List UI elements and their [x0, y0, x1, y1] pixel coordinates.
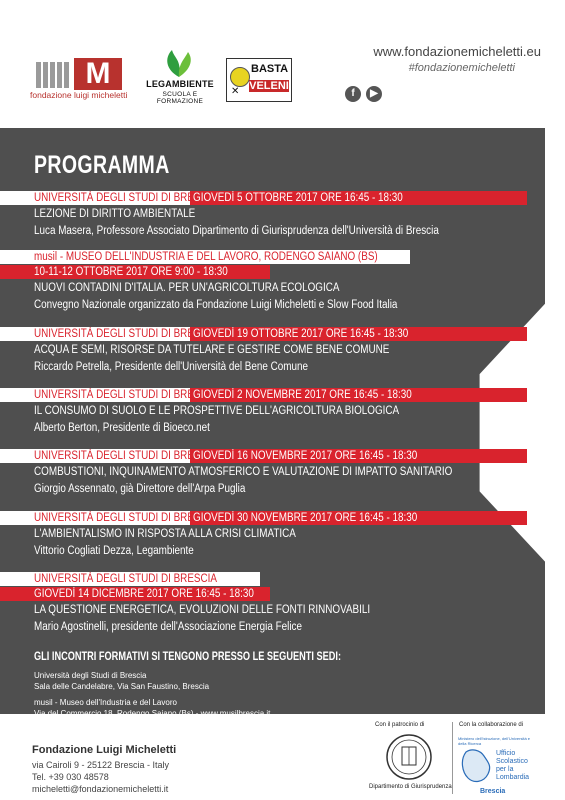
footer-divider	[452, 722, 453, 794]
event-date: GIOVEDÌ 30 NOVEMBRE 2017 ORE 16:45 - 18:30	[193, 512, 418, 524]
programma-title: PROGRAMMA	[34, 151, 170, 179]
event-speaker: Alberto Berton, Presidente di Bioeco.net	[34, 422, 210, 434]
footer-name: Fondazione Luigi Micheletti	[32, 744, 177, 756]
usr-city: Brescia	[480, 788, 506, 795]
event-speaker: Luca Masera, Professore Associato Dipartimento di Giurisprudenza dell'Università di Brescia	[34, 225, 439, 237]
sede-line: musil - Museo dell'Industria e del Lavoro	[34, 698, 177, 707]
legambiente-logo	[140, 48, 220, 104]
youtube-icon[interactable]: ▶	[366, 86, 382, 102]
event-venue: UNIVERSITÀ DEGLI STUDI DI BRESCIA	[34, 389, 218, 401]
event-venue: UNIVERSITÀ DEGLI STUDI DI BRESCIA	[34, 450, 218, 462]
facebook-icon[interactable]: f	[345, 86, 361, 102]
social-links	[345, 83, 387, 102]
crossbones-icon: ✕	[231, 86, 240, 97]
footer-address: via Cairoli 9 - 25122 Brescia - Italy	[32, 760, 170, 770]
event-date-bar	[0, 265, 270, 279]
event-venue: UNIVERSITÀ DEGLI STUDI DI BRESCIA	[34, 573, 218, 585]
micheletti-logo	[30, 58, 128, 102]
event-header-bar	[0, 511, 527, 525]
logo-bars	[36, 62, 71, 88]
event-topic: COMBUSTIONI, INQUINAMENTO ATMOSFERICO E VALUTAZIONE DI IMPATTO SANITARIO	[34, 466, 453, 478]
website-link[interactable]: www.fondazionemicheletti.eu	[373, 44, 541, 59]
smiley-icon	[230, 67, 250, 87]
lombardia-map-icon	[458, 736, 498, 788]
event-date: 10-11-12 OTTOBRE 2017 ORE 9:00 - 18:30	[34, 266, 228, 278]
event-header-bar	[0, 572, 260, 586]
event-speaker: Vittorio Cogliati Dezza, Legambiente	[34, 545, 194, 557]
event-header-bar	[0, 449, 527, 463]
legambiente-name: LEGAMBIENTE	[146, 79, 214, 89]
event-speaker: Convegno Nazionale organizzato da Fondazione Luigi Micheletti e Slow Food Italia	[34, 299, 398, 311]
sede-line: Università degli Studi di Brescia	[34, 671, 147, 680]
event-topic: LEZIONE DI DIRITTO AMBIENTALE	[34, 208, 196, 220]
event-date: GIOVEDÌ 19 OTTOBRE 2017 ORE 16:45 - 18:30	[193, 328, 409, 340]
event-venue: UNIVERSITÀ DEGLI STUDI DI BRESCIA	[34, 512, 218, 524]
hashtag: #fondazionemicheletti	[408, 62, 515, 74]
leaf-icon	[162, 48, 196, 78]
event-topic: LA QUESTIONE ENERGETICA, EVOLUZIONI DELLE FONTI RINNOVABILI	[34, 604, 371, 616]
event-date: GIOVEDÌ 14 DICEMBRE 2017 ORE 16:45 - 18:30	[34, 588, 254, 600]
event-venue: UNIVERSITÀ DEGLI STUDI DI BRESCIA	[34, 328, 218, 340]
footer-email[interactable]: micheletti@fondazionemicheletti.it	[32, 784, 169, 794]
event-date-bar	[0, 587, 270, 601]
event-topic: IL CONSUMO DI SUOLO E LE PROSPETTIVE DELL'AGRICOLTURA BIOLOGICA	[34, 405, 400, 417]
event-venue: musil - MUSEO DELL'INDUSTRIA E DEL LAVORO, RODENGO SAIANO (BS)	[34, 251, 378, 263]
event-venue: UNIVERSITÀ DEGLI STUDI DI BRESCIA	[34, 192, 218, 204]
logo-caption: fondazione luigi micheletti	[30, 90, 128, 100]
event-header-bar	[0, 250, 410, 264]
event-speaker: Riccardo Petrella, Presidente dell'Università del Bene Comune	[34, 361, 309, 373]
event-date: GIOVEDÌ 5 OTTOBRE 2017 ORE 16:45 - 18:30	[193, 192, 403, 204]
basta-text: BASTA	[251, 63, 289, 75]
event-topic: L'AMBIENTALISMO IN RISPOSTA ALLA CRISI CLIMATICA	[34, 528, 296, 540]
event-topic: NUOVI CONTADINI D'ITALIA. PER UN'AGRICOLTURA ECOLOGICA	[34, 282, 340, 294]
event-header-bar	[0, 191, 527, 205]
event-speaker: Giorgio Assennato, già Direttore dell'Arpa Puglia	[34, 483, 246, 495]
university-seal-icon	[380, 732, 438, 790]
event-header-bar	[0, 327, 527, 341]
event-date: GIOVEDÌ 2 NOVEMBRE 2017 ORE 16:45 - 18:30	[193, 389, 412, 401]
event-header-bar	[0, 388, 527, 402]
dipartimento-label: Dipartimento di Giurisprudenza	[369, 784, 452, 790]
logo-m-letter: M	[74, 58, 122, 90]
collaborazione-label: Con la collaborazione di	[459, 722, 524, 728]
patrocinio-label: Con il patrocinio di	[375, 722, 425, 728]
basta-veleni-logo	[226, 58, 292, 102]
veleni-text: VELENI	[249, 80, 289, 92]
event-speaker: Mario Agostinelli, presidente dell'Associazione Energia Felice	[34, 621, 302, 633]
footer-tel: Tel. +39 030 48578	[32, 772, 109, 782]
usr-text: Ufficio Scolastico per la Lombardia	[496, 750, 530, 781]
event-topic: ACQUA E SEMI, RISORSE DA TUTELARE E GESTIRE COME BENE COMUNE	[34, 344, 390, 356]
sede-line: Sala delle Candelabre, Via San Faustino, Brescia	[34, 682, 210, 691]
sedi-heading: GLI INCONTRI FORMATIVI SI TENGONO PRESSO LE SEGUENTI SEDI:	[34, 651, 342, 663]
ministero-text: Ministero dell'Istruzione, dell'Università e della Ricerca	[458, 736, 531, 746]
event-date: GIOVEDÌ 16 NOVEMBRE 2017 ORE 16:45 - 18:30	[193, 450, 418, 462]
sede-line: Via del Commercio 18, Rodengo Saiano (Bs) - www.musilbrescia.it	[34, 709, 271, 718]
legambiente-sub: SCUOLA E FORMAZIONE	[156, 91, 204, 105]
usr-lombardia-logo	[458, 736, 538, 796]
